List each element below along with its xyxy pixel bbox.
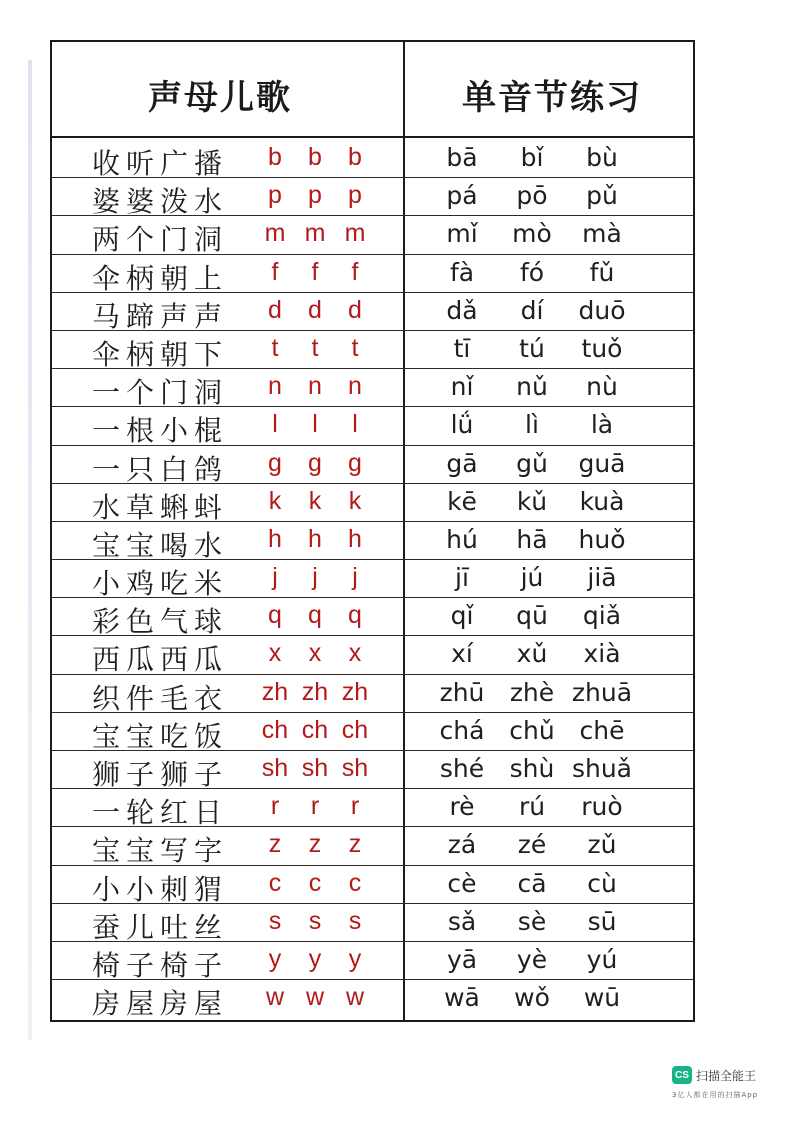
table-row [52,713,693,751]
rhyme-text: 一轮红日 [92,796,229,830]
syllables [427,487,637,516]
rhyme-text: 织件毛衣 [92,681,229,715]
initial-letters [255,716,375,745]
syllable: zé [517,830,547,860]
table-row [52,827,693,868]
table-row [52,407,693,448]
rhyme-text: 一根小棍 [92,414,229,448]
rhyme-text: 伞柄朝下 [92,337,229,371]
initial-letter: d [308,295,322,324]
initial-letter: r [270,792,280,821]
initial-letter: c [308,868,322,897]
syllable: fà [449,257,475,287]
rhyme-text: 伞柄朝上 [92,261,229,295]
watermark-tagline: 3亿人都在用的扫描App [672,1091,759,1099]
initial-letter: n [268,372,282,401]
camscanner-logo-icon: CS [672,1066,692,1084]
syllable: tú [519,333,545,363]
syllables [427,181,637,210]
rhyme-text: 小小刺猬 [92,872,229,906]
syllable: kuà [579,486,625,516]
syllable: bǐ [520,143,544,172]
initial-letter: c [348,868,362,897]
initial-letter: w [265,983,285,1012]
initial-letter: r [310,792,320,821]
initial-letter: ch [301,715,329,744]
initial-letter: y [268,944,282,973]
syllable: shuǎ [571,754,633,783]
syllable: yè [516,944,548,974]
rhyme-text: 宝宝喝水 [92,528,229,562]
initial-letter: d [348,295,362,324]
syllable: cù [587,868,617,898]
table-row [52,255,693,293]
syllable: huǒ [578,524,626,554]
rhyme-text: 收听广播 [92,147,229,180]
initial-letter: z [348,830,362,859]
rhyme-text: 小鸡吃米 [92,567,229,601]
initial-letters [255,449,375,478]
rhyme-text: 椅子椅子 [92,948,229,982]
initial-letters [255,410,375,439]
syllables [427,907,637,936]
initial-letter: q [268,601,282,630]
initial-letter: b [268,143,282,171]
syllable: cè [447,868,477,898]
syllables [427,945,637,974]
initial-letter: g [268,448,282,477]
syllable: dí [520,295,544,325]
rhyme-text: 两个门洞 [92,223,229,257]
syllable: bā [446,143,478,172]
table-row [52,789,693,830]
syllables [427,563,637,592]
initial-letters [255,296,375,325]
syllable: shé [439,754,485,783]
syllable: mǐ [446,219,478,249]
initial-letters [255,372,375,401]
initial-letter: p [308,181,322,210]
initial-letter: m [264,219,286,248]
syllables [427,219,637,248]
syllables [427,983,637,1012]
syllable: zhè [509,677,555,707]
initial-letter: zh [341,677,369,706]
syllable: qǐ [450,601,474,631]
syllable: sè [517,906,547,936]
initial-letter: s [348,906,362,935]
syllable: nǐ [450,372,474,402]
syllable: qū [516,601,548,631]
initial-letters [255,907,375,936]
rhyme-text: 彩色气球 [92,605,229,639]
initial-letter: t [311,333,319,362]
syllables [427,639,637,668]
syllables [427,754,637,783]
initial-letters [255,181,375,210]
syllable: zǔ [587,830,617,860]
syllable: qiǎ [582,601,622,631]
initial-letter: f [351,257,359,286]
table-row [52,178,693,219]
initial-letter: s [268,906,282,935]
syllable: dǎ [446,295,478,325]
table-row [52,598,693,639]
syllable: sū [587,906,617,936]
table-row [52,522,693,560]
initial-letters [255,754,375,783]
initial-letters [255,945,375,974]
rhyme-text: 宝宝写字 [92,834,229,868]
syllables [427,678,637,707]
initial-letter: k [268,486,282,515]
table-row [52,751,693,789]
initial-letter: q [348,601,362,630]
syllable: tuǒ [581,333,623,363]
syllable: chǔ [509,715,555,745]
initial-letter: n [308,372,322,401]
syllables [427,296,637,325]
syllable: kǔ [516,486,548,516]
table-row [52,675,693,713]
initial-letter: d [268,295,282,324]
table-row [52,980,693,1021]
syllable: fó [519,257,545,287]
initial-letter: sh [341,754,369,782]
syllables [427,830,637,859]
syllable: rè [449,792,475,822]
initial-letter: f [311,257,319,286]
initial-letter: p [268,181,282,210]
initial-letter: w [305,983,325,1012]
syllable: pá [446,181,478,211]
scanner-watermark [672,1066,756,1084]
syllable: duō [578,295,626,325]
syllables [427,792,637,821]
initial-letters [255,678,375,707]
table-row [52,369,693,410]
initial-letter: z [268,830,282,859]
rhyme-text: 宝宝吃饭 [92,719,229,753]
table-body [52,140,693,1021]
syllable: wū [583,983,621,1013]
table-row [52,866,693,904]
table-row [52,636,693,677]
initial-letter: t [271,333,279,362]
syllable: guā [578,448,626,478]
syllable: fǔ [589,257,615,287]
syllable: zhū [439,677,485,707]
initial-letter: zh [301,677,329,706]
initial-letter: sh [261,754,289,782]
syllables [427,258,637,287]
table-row [52,904,693,942]
syllable: mà [582,219,622,249]
initial-letter: ch [341,715,369,744]
initial-letters [255,869,375,898]
initial-letter: ch [261,715,289,744]
syllable: mò [512,219,552,249]
syllable: cā [517,868,547,898]
rhyme-text: 婆婆泼水 [92,185,229,219]
syllable: shù [509,754,555,783]
table-row [52,560,693,601]
initial-letters [255,525,375,554]
initial-letter: zh [261,677,289,706]
initial-letter: k [348,486,362,515]
initial-letters [255,563,375,592]
syllable: lǘ [450,410,474,440]
syllable: hā [516,524,548,554]
initial-letter: q [308,601,322,630]
syllable: jī [455,563,469,593]
syllables [427,372,637,401]
syllable: ruò [581,792,623,822]
initial-letter: j [272,563,278,592]
syllables [427,449,637,478]
table-row [52,293,693,331]
initial-letters [255,792,375,821]
syllable: bù [586,143,618,172]
initial-letter: z [308,830,322,859]
rhyme-text: 房屋房屋 [92,987,229,1021]
initial-letters [255,983,375,1012]
table-header [52,42,693,138]
syllable: yā [446,944,478,974]
initial-letter: k [308,486,322,515]
table-row [52,446,693,484]
syllables [427,334,637,363]
initial-letter: m [304,219,326,248]
syllable: pǔ [586,181,618,211]
syllable: xià [583,639,621,669]
syllable: chá [439,715,485,745]
table-row [52,140,693,178]
initial-letters [255,639,375,668]
syllables [427,869,637,898]
table-row [52,216,693,257]
syllables [427,601,637,630]
initial-letter: l [272,410,278,439]
initial-letter: s [308,906,322,935]
syllables [427,143,637,172]
initial-letter: f [271,257,279,286]
syllable: tī [453,333,471,363]
initial-letter: r [350,792,360,821]
initial-letter: b [348,143,362,171]
initial-letter: x [268,639,282,668]
rhyme-text: 蚕儿吐丝 [92,910,229,944]
initial-letter: sh [301,754,329,782]
initial-letter: h [348,524,362,553]
syllable: pō [516,181,548,211]
initial-letter: j [312,563,318,592]
initial-letter: g [348,448,362,477]
left-column-title: 声母儿歌 [148,78,292,118]
initial-letters [255,487,375,516]
syllables [427,410,637,439]
syllable: gā [446,448,478,478]
table-row [52,331,693,369]
initial-letters [255,830,375,859]
initial-letter: y [308,944,322,973]
syllable: zhuā [571,677,633,707]
initial-letter: g [308,448,322,477]
initial-letters [255,219,375,248]
initial-letter: t [351,333,359,362]
syllable: chē [579,715,625,745]
initial-letter: h [268,524,282,553]
page-edge [28,60,32,1040]
initial-letter: l [312,410,318,439]
syllable: sǎ [447,906,477,936]
syllable: gǔ [516,448,548,478]
syllable: là [590,410,614,440]
initial-letter: x [348,639,362,668]
initial-letter: c [268,868,282,897]
syllables [427,525,637,554]
syllable: zá [447,830,477,860]
initial-letter: w [345,983,365,1012]
initial-letter: b [308,143,322,171]
syllable: xí [451,639,473,669]
syllable: jiā [587,563,617,593]
initial-letter: j [352,563,358,592]
initial-letter: h [308,524,322,553]
initial-letter: y [348,944,362,973]
syllable: hú [446,524,478,554]
initial-letter: n [348,372,362,401]
pinyin-table [50,40,695,1022]
syllable: lì [525,410,539,440]
table-row [52,942,693,980]
syllable: wǒ [514,983,550,1013]
syllable: yú [586,944,618,974]
initial-letters [255,601,375,630]
initial-letter: x [308,639,322,668]
rhyme-text: 马蹄声声 [92,299,229,333]
syllable: nǔ [516,372,548,402]
watermark-brand: 扫描全能王 [696,1068,757,1083]
syllable: wā [444,983,480,1013]
syllable: rú [518,792,546,822]
rhyme-text: 一个门洞 [92,376,229,410]
right-column-title: 单音节练习 [462,78,642,118]
initial-letter: p [348,181,362,210]
syllables [427,716,637,745]
initial-letter: m [344,219,366,248]
syllable: kē [447,486,477,516]
initial-letters [255,334,375,363]
rhyme-text: 一只白鸽 [92,452,229,486]
rhyme-text: 西瓜西瓜 [92,643,229,677]
initial-letter: l [352,410,358,439]
syllable: nù [586,372,618,402]
rhyme-text: 水草蝌蚪 [92,490,229,524]
rhyme-text: 狮子狮子 [92,758,229,791]
syllable: jú [520,563,544,593]
table-row [52,484,693,522]
initial-letters [255,258,375,287]
initial-letters [255,143,375,172]
syllable: xǔ [516,639,548,669]
